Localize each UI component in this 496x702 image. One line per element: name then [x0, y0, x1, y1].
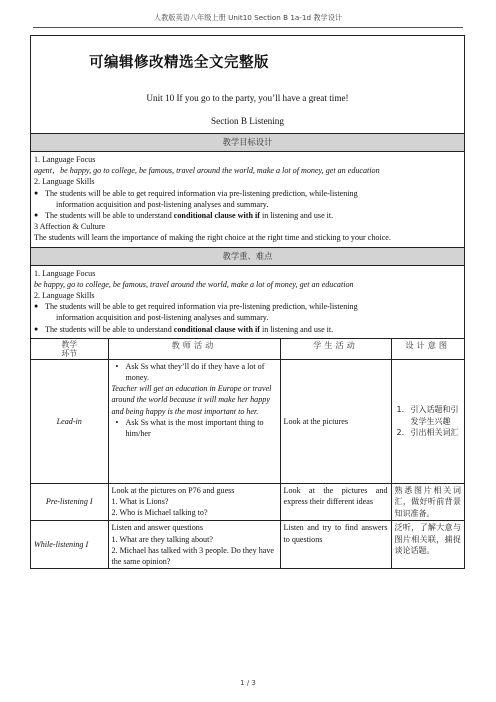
activities-section: [31, 338, 464, 568]
page-number: 1 / 3: [240, 679, 256, 687]
student-cell: Look at the pictures: [280, 359, 391, 483]
intent-item: 2. 引出相关词汇: [396, 428, 459, 438]
intent-cell: 泛听，了解大意与图片相关联，捕捉谈论话题。: [391, 521, 464, 568]
kp-lang-focus-text: be happy, go to college, be famous, travel around the world, make a lot of money, get an education: [34, 279, 354, 289]
skill-item-1: ● The students will be able to get required information via pre-listening prediction, while-listening information acquisition and post-listening analyses and summary.: [34, 188, 461, 210]
key-points-header: 教学重、难点: [31, 247, 464, 265]
teacher-cell: [108, 521, 280, 568]
teacher-line: 1. What is Lions?: [111, 497, 169, 507]
lang-skills-label: 2. Language Skills: [34, 177, 95, 187]
teacher-bullet: • Ask Ss what they’ll do if they have a lot of money.: [112, 361, 277, 383]
teacher-line: Listen and answer questions: [111, 523, 203, 533]
kp-lang-focus-label: 1. Language Focus: [34, 268, 96, 278]
lang-focus-text: agent，be happy, go to college, be famous, travel around the world, make a lot of money, get an education: [34, 166, 380, 176]
header-student: 学生活动: [280, 339, 391, 360]
header-rule: [33, 27, 463, 28]
affect-text: The students will learn the importance of making the right choice at the right time and sticking to your choice.: [34, 233, 391, 243]
lang-focus-label: 1. Language Focus: [34, 155, 96, 164]
teacher-line: 1. What are they talking about?: [111, 534, 213, 544]
key-points-content: [31, 265, 464, 338]
teacher-line: 2. Who is Michael talking to?: [111, 508, 208, 518]
intent-item: 1. 引入话题和引发学生兴趣: [396, 405, 459, 426]
kp-skill-item-2: ● The students will be able to understand conditional clause with if in listening and use it.: [34, 324, 461, 335]
activities-table: [31, 339, 464, 568]
objectives-header: 教学目标设计: [31, 133, 464, 151]
objectives-content: [31, 151, 464, 247]
teacher-line: 2. Michael has talked with 3 people. Do they have the same opinion?: [111, 545, 275, 566]
document-title: 可编辑修改精选全文完整版: [89, 55, 269, 71]
teacher-cell: [108, 359, 280, 483]
header-stage: 教学 环节: [61, 339, 78, 358]
teacher-text: Teacher will get an education in Europe or travel around the world because it will make her happy and being happy is the most important to her.: [111, 384, 272, 416]
intent-cell: 熟悉图片相关词汇，做好听前背景知识准备。: [391, 483, 464, 521]
skill-item-2: ● The students will be able to understand conditional clause with if in listening and use it.: [34, 210, 461, 221]
intent-cell: [391, 359, 464, 483]
title-block: [31, 36, 464, 133]
stage-cell: While-listening I: [31, 521, 108, 568]
kp-skill-item-1: ● The students will be able to get required information via pre-listening prediction, while-listening information acquisition and post-listening analyses and summary.: [34, 301, 461, 323]
teacher-line: Look at the pictures on P76 and guess: [111, 485, 235, 495]
stage-cell: Lead-in: [31, 359, 108, 483]
table-row: [31, 359, 464, 483]
kp-lang-skills-label: 2. Language Skills: [34, 291, 95, 301]
lesson-plan-table: [30, 35, 465, 569]
student-cell: Look at the pictures and express their different ideas: [280, 483, 391, 521]
stage-cell: Pre-listening I: [31, 483, 108, 521]
affect-label: 3 Affection & Culture: [34, 222, 106, 232]
section-title: Section B Listening: [211, 116, 284, 126]
table-row: [31, 521, 464, 568]
running-header: 人教版英语八年级上册 Unit10 Section B 1a-1d 教学设计: [153, 13, 343, 22]
teacher-bullet: • Ask Ss what is the most important thing to him/her: [112, 417, 277, 439]
teacher-cell: [108, 483, 280, 521]
student-cell: Listen and try to find answers to questions: [280, 521, 391, 568]
unit-title: Unit 10 If you go to the party, you’ll have a great time!: [146, 93, 349, 103]
table-header-row: [31, 339, 464, 360]
header-intent: 设计意图: [391, 339, 464, 360]
table-row: [31, 483, 464, 521]
header-teacher: 教师活动: [108, 339, 280, 360]
